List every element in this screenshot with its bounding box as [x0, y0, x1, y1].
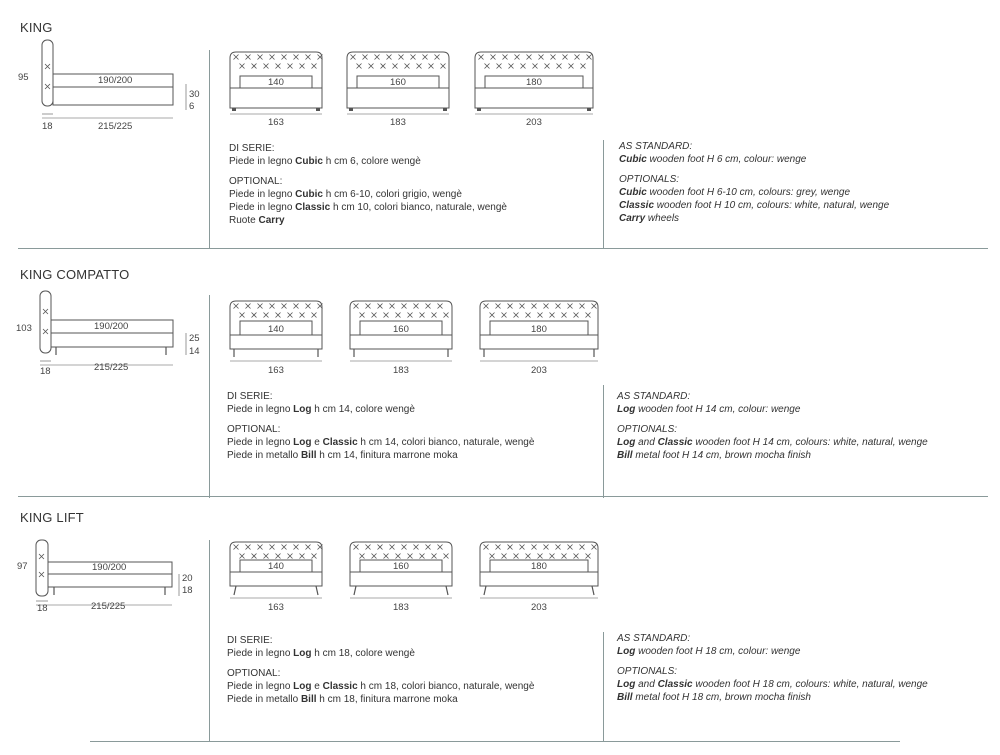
dim-foot-h: 18	[182, 585, 193, 596]
standard-label: AS STANDARD:	[619, 141, 693, 152]
front-inner-width: 160	[393, 561, 409, 572]
dim-height: 103	[16, 323, 32, 334]
front-outer-width: 183	[393, 602, 409, 613]
front-inner-width: 180	[526, 77, 542, 88]
front-outer-width: 163	[268, 117, 284, 128]
spec-line: Cubic wooden foot H 6 cm, colour: wenge	[619, 154, 807, 165]
english-specs	[617, 390, 928, 462]
dim-total: 215/225	[94, 362, 129, 373]
standard-label: DI SERIE:	[227, 391, 273, 402]
dim-total: 215/225	[98, 121, 133, 132]
spec-line: Bill metal foot H 18 cm, brown mocha finish	[617, 692, 811, 703]
section-title: KING LIFT	[20, 510, 84, 525]
section-title: KING COMPATTO	[20, 267, 130, 282]
section-king	[0, 20, 1000, 265]
standard-label: DI SERIE:	[227, 635, 273, 646]
spec-line: Cubic wooden foot H 6-10 cm, colours: grey, wenge	[619, 187, 851, 198]
section-king-compatto	[0, 267, 1000, 512]
language-divider	[603, 140, 604, 248]
language-divider	[603, 632, 604, 742]
front-outer-width: 203	[531, 602, 547, 613]
section-king-lift	[0, 510, 1000, 755]
front-inner-width: 160	[393, 324, 409, 335]
dim-frame-h: 25	[189, 333, 200, 344]
front-inner-width: 140	[268, 324, 284, 335]
bottom-rule	[90, 741, 900, 742]
dim-frame-h: 30	[189, 89, 200, 100]
spec-line: Piede in legno Log e Classic h cm 14, colori bianco, naturale, wengè	[227, 437, 535, 448]
column-divider	[209, 50, 210, 248]
side-view-diagram	[14, 38, 200, 148]
front-view-180	[473, 50, 598, 136]
dim-height: 97	[17, 561, 28, 572]
spec-line: Piede in legno Cubic h cm 6, colore wengè	[229, 156, 421, 167]
section-divider	[18, 496, 988, 497]
front-outer-width: 203	[526, 117, 542, 128]
front-inner-width: 180	[531, 324, 547, 335]
italian-specs	[227, 634, 534, 706]
dim-length: 190/200	[92, 562, 127, 573]
front-view-140	[228, 299, 328, 385]
dim-length: 190/200	[94, 321, 129, 332]
dim-frame-h: 20	[182, 573, 193, 584]
side-view-diagram	[14, 538, 194, 648]
front-view-160	[348, 540, 458, 626]
front-view-180	[478, 540, 603, 626]
column-divider	[209, 295, 210, 498]
spec-line: Piede in metallo Bill h cm 14, finitura marrone moka	[227, 450, 458, 461]
optional-label: OPTIONAL:	[227, 668, 281, 679]
standard-label: DI SERIE:	[229, 143, 275, 154]
spec-line: Log wooden foot H 14 cm, colour: wenge	[617, 404, 801, 415]
spec-line: Carry wheels	[619, 213, 680, 224]
dim-head-depth: 18	[40, 366, 51, 377]
dim-foot-h: 14	[189, 346, 200, 357]
column-divider	[209, 540, 210, 742]
spec-line: Piede in metallo Bill h cm 18, finitura marrone moka	[227, 694, 458, 705]
front-view-160	[345, 50, 455, 136]
spec-line: Piede in legno Log h cm 18, colore wengè	[227, 648, 415, 659]
front-outer-width: 203	[531, 365, 547, 376]
standard-label: AS STANDARD:	[617, 633, 691, 644]
optional-label: OPTIONAL:	[229, 176, 283, 187]
front-inner-width: 140	[268, 77, 284, 88]
front-view-180	[478, 299, 603, 385]
standard-label: AS STANDARD:	[617, 391, 691, 402]
dim-height: 95	[18, 72, 29, 83]
optional-label: OPTIONALS:	[617, 424, 678, 435]
dim-head-depth: 18	[42, 121, 53, 132]
side-view-diagram	[14, 289, 200, 399]
optional-label: OPTIONALS:	[617, 666, 678, 677]
spec-line: Log wooden foot H 18 cm, colour: wenge	[617, 646, 801, 657]
spec-line: Piede in legno Classic h cm 10, colori bianco, naturale, wengè	[229, 202, 507, 213]
italian-specs	[229, 142, 507, 227]
dim-foot-h: 6	[189, 101, 195, 112]
front-outer-width: 183	[390, 117, 406, 128]
english-specs	[617, 632, 928, 704]
dim-total: 215/225	[91, 601, 126, 612]
spec-line: Bill metal foot H 14 cm, brown mocha finish	[617, 450, 811, 461]
front-inner-width: 160	[390, 77, 406, 88]
front-view-160	[348, 299, 458, 385]
section-divider	[18, 248, 988, 249]
dim-length: 190/200	[98, 75, 133, 86]
front-outer-width: 183	[393, 365, 409, 376]
spec-line: Piede in legno Cubic h cm 6-10, colori grigio, wengè	[229, 189, 462, 200]
front-inner-width: 180	[531, 561, 547, 572]
front-view-140	[228, 540, 328, 626]
spec-line: Ruote Carry	[229, 215, 285, 226]
italian-specs	[227, 390, 534, 462]
section-title: KING	[20, 20, 53, 35]
dim-head-depth: 18	[37, 603, 48, 614]
spec-line: Piede in legno Log e Classic h cm 18, colori bianco, naturale, wengè	[227, 681, 535, 692]
spec-line: Log and Classic wooden foot H 14 cm, colours: white, natural, wenge	[617, 437, 928, 448]
front-outer-width: 163	[268, 365, 284, 376]
front-view-140	[228, 50, 328, 136]
front-inner-width: 140	[268, 561, 284, 572]
front-outer-width: 163	[268, 602, 284, 613]
spec-line: Log and Classic wooden foot H 18 cm, colours: white, natural, wenge	[617, 679, 928, 690]
spec-line: Classic wooden foot H 10 cm, colours: white, natural, wenge	[619, 200, 890, 211]
english-specs	[619, 140, 889, 225]
optional-label: OPTIONALS:	[619, 174, 680, 185]
spec-line: Piede in legno Log h cm 14, colore wengè	[227, 404, 415, 415]
language-divider	[603, 385, 604, 498]
optional-label: OPTIONAL:	[227, 424, 281, 435]
